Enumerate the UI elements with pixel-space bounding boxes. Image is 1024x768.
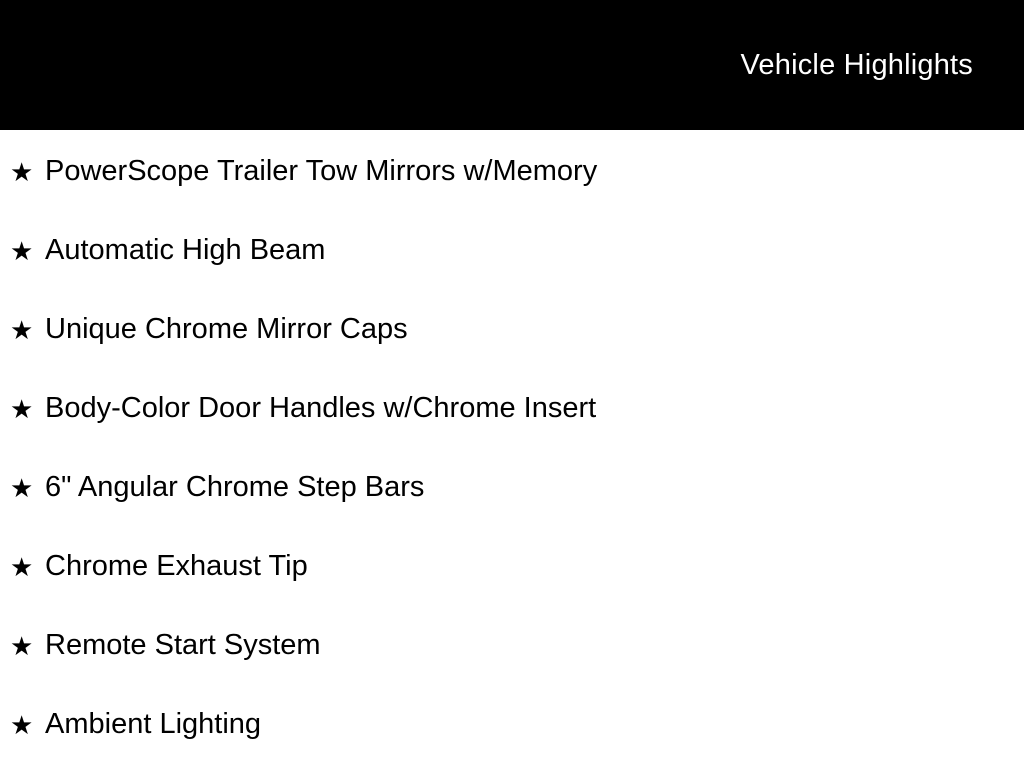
star-bullet-icon: ★ (10, 630, 34, 661)
list-item (0, 369, 1024, 448)
star-bullet-icon: ★ (10, 551, 34, 582)
header-bar (0, 0, 1024, 130)
page-title: Vehicle Highlights (740, 48, 973, 81)
star-bullet-icon: ★ (10, 235, 34, 266)
list-item-label: Chrome Exhaust Tip (45, 550, 308, 582)
list-item (0, 290, 1024, 369)
star-bullet-icon: ★ (10, 393, 34, 424)
highlights-list (0, 130, 1024, 764)
list-item-label: Unique Chrome Mirror Caps (45, 313, 408, 345)
list-item (0, 606, 1024, 685)
list-item-label: Remote Start System (45, 629, 321, 661)
list-item-label: 6" Angular Chrome Step Bars (45, 471, 425, 503)
list-item (0, 527, 1024, 606)
star-bullet-icon: ★ (10, 709, 34, 740)
star-bullet-icon: ★ (10, 156, 34, 187)
list-item-label: Body-Color Door Handles w/Chrome Insert (45, 392, 597, 424)
star-bullet-icon: ★ (10, 314, 34, 345)
list-item (0, 211, 1024, 290)
list-item-label: Ambient Lighting (45, 708, 262, 740)
list-item-label: Automatic High Beam (45, 234, 326, 266)
list-item-label: PowerScope Trailer Tow Mirrors w/Memory (45, 155, 598, 187)
list-item (0, 685, 1024, 764)
list-item (0, 448, 1024, 527)
star-bullet-icon: ★ (10, 472, 34, 503)
list-item (0, 132, 1024, 211)
